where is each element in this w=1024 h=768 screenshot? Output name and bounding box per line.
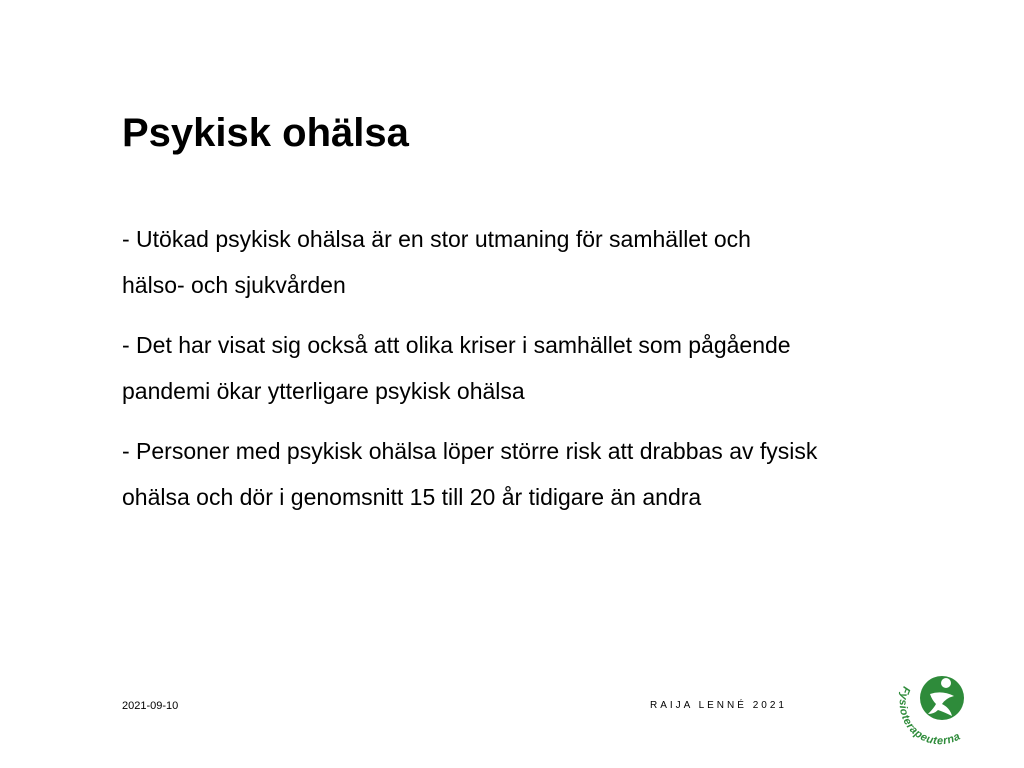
bullet-line: hälso- och sjukvården xyxy=(122,272,346,298)
fysioterapeuterna-logo-icon xyxy=(890,664,986,754)
slide-title: Psykisk ohälsa xyxy=(122,111,409,155)
bullet-line: pandemi ökar ytterligare psykisk ohälsa xyxy=(122,378,525,404)
bullet-line: - Utökad psykisk ohälsa är en stor utmaning för samhället och xyxy=(122,226,751,252)
bullet-line: - Det har visat sig också att olika kriser i samhället som pågående xyxy=(122,332,791,358)
bullet-line: ohälsa och dör i genomsnitt 15 till 20 år tidigare än andra xyxy=(122,484,702,510)
bullet-item xyxy=(122,322,922,414)
bullet-list xyxy=(122,216,922,534)
bullet-item xyxy=(122,428,922,520)
footer-date: 2021-09-10 xyxy=(122,700,179,712)
bullet-item xyxy=(122,216,922,308)
footer-author: RAIJA LENNÉ 2021 xyxy=(650,700,787,711)
bullet-line: - Personer med psykisk ohälsa löper större risk att drabbas av fysisk xyxy=(122,438,818,464)
logo-text: Fysioterapeuterna xyxy=(896,684,963,748)
